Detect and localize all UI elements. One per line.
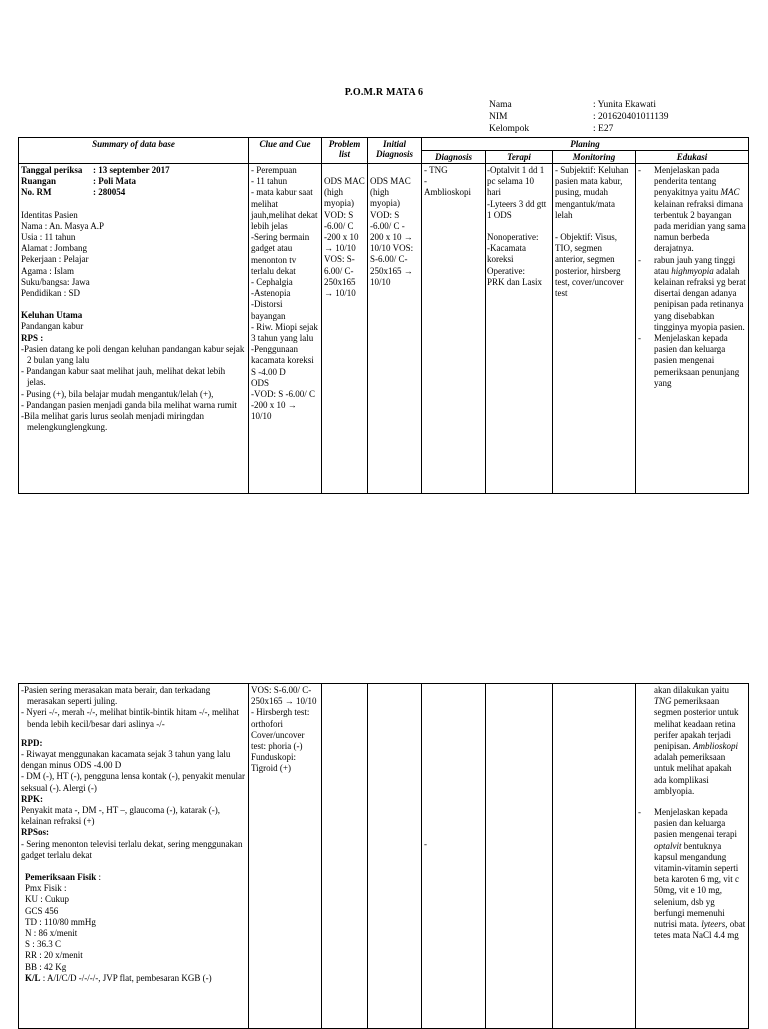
clue-item: Funduskopi: Tigroid (+) [251,752,297,774]
terapi-item [487,221,550,232]
rpk-title: RPK: [21,793,43,804]
kl-line: K/L : A/I/C/D -/-/-/-, JVP flat, pembesaran KGB (-) [25,972,212,983]
monitoring-item: - Objektif: Visus, TIO, segmen anterior, segmen posterior, hirsberg test, cover/uncover test [555,232,624,299]
monitoring-item [555,221,633,232]
identity-row: Nama : Yunita Ekawati [489,100,656,110]
rpk-text: Penyakit mata -, DM -, HT –, glaucoma (-), katarak (-), kelainan refraksi (+) [21,805,221,827]
header-planing: Planing [422,138,749,151]
clue-item: - Hirsbergh test: orthofori [251,707,310,729]
exam-date: Tanggal periksa : 13 september 2017 [21,165,170,175]
identitas-line: Usia : 11 tahun [21,232,76,243]
clue-item: VOS: S-6.00/ C- 250x165 → 10/10 [251,685,317,707]
rpd-item: - Riwayat menggunakan kacamata sejak 3 tahun yang lalu dengan minus ODS -4.00 D [21,749,231,771]
summary-item: - Nyeri -/-, merah -/-, melihat bintik-bintik hitam -/-, melihat benda lebih kecil/besar dari aslinya -/- [21,707,239,729]
initial-diagnosis-cell-continued [368,684,422,1029]
clue-item: - Riw. Miopi sejak 3 tahun yang lalu [251,321,318,344]
monitoring-cell-continued [553,684,636,1029]
terapi-item: -Lyteers 3 dd gtt 1 ODS [487,198,547,220]
terapi-cell-continued [486,684,553,1029]
rps-item: -Bila melihat garis lurus seolah menjadi miringdan melengkunglengkung. [21,411,204,433]
fisik-item: RR : 20 x/menit [25,950,83,961]
header-summary: Summary of data base [19,138,249,164]
keluhan-title: Keluhan Utama [21,310,83,321]
initial-diagnosis-text: ODS MAC (high myopia) VOD: S -6.00/ C - 200 x 10 → 10/10 VOS: S-6.00/ C-250x165 → 10/10 [370,176,414,287]
identity-row: Kelompok : E27 [489,124,614,134]
clue-item: - 11 tahun [251,176,288,187]
clue-item: - mata kabur saat melihat jauh,melihat dekat lebih jelas [251,187,318,232]
edukasi-item: - Menjelaskan kepada pasien dan keluarga pasien mengenai pemeriksaan penunjang yang [638,333,740,388]
rps-item: -Pasien datang ke poli dengan keluhan pandangan kabur sejak 2 bulan yang lalu [21,343,245,366]
fisik-item: KU : Cukup [25,894,70,905]
header-edukasi: Edukasi [636,151,749,164]
problem-cell [322,164,368,494]
fisik-item: GCS 456 [25,905,59,916]
diagnosis-cell [422,164,486,494]
diagnosis-item: - [424,176,427,187]
monitoring-cell [553,164,636,494]
problem-cell-continued [322,684,368,1029]
edukasi-item: - rabun jauh yang tinggi atau highmyopia adalah kelainan refraksi yg berat disertai dengan adanya penipisan pada retinanya yang disebabkan tingginya myopia pasien. [638,254,746,332]
clue-item: - Cephalgia [251,277,293,288]
rps-title: RPS : [21,332,44,343]
rpsos-title: RPSos: [21,827,50,838]
terapi-cell [486,164,553,494]
pomr-table-page1 [18,137,749,494]
header-terapi: Terapi [486,151,553,164]
header-diagnosis: Diagnosis [422,151,486,164]
identity-row: NIM : 201620401011139 [489,112,669,122]
rps-item: - Pandangan pasien menjadi ganda bila melihat warna rumit [21,399,237,410]
clue-item: - Perempuan [251,165,297,175]
diagnosis-item: Amblioskopi [424,187,472,198]
clue-item: -Distorsi bayangan [251,299,286,321]
diagnosis-item: - TNG [424,165,448,175]
identitas-line: Identitas Pasien [21,209,78,220]
rps-item: - Pusing (+), bila belajar mudah mengantuk/lelah (+), [21,388,214,399]
header-problem: Problem list [322,138,368,164]
edukasi-cell [636,164,749,494]
document-title: P.O.M.R MATA 6 [344,87,424,98]
monitoring-item: - Subjektif: Keluhan pasien mata kabur, pusing, mudah mengantuk/mata lelah [555,165,629,220]
fisik-item: S : 36.3 C [25,939,62,950]
fisik-item: Pmx Fisik : [25,883,67,894]
exam-room: Ruangan : Poli Mata [21,176,136,187]
problem-text: ODS MAC (high myopia) VOD: S -6.00/ C -200 x 10 → 10/10 VOS: S-6.00/ C-250x165 → 10/10 [324,176,365,299]
edukasi-cell-continued [636,684,749,1029]
edukasi-item: akan dilakukan yaitu TNG pemeriksaan segmen posterior untuk melihat keadaan retina perifer apakah terjadi penipisan. Amblioskopi adalah pemeriksaan untuk melihat apakah ada komplikasi amblyopia. [654,685,739,796]
fisik-item: TD : 110/80 mmHg [25,916,96,927]
header-monitoring: Monitoring [553,151,636,164]
diagnosis-cell-continued [422,684,486,1029]
terapi-item: -Kacamata koreksi [487,243,526,265]
rpd-title: RPD: [21,737,43,748]
identitas-line: Nama : An. Masya A.P [21,220,104,231]
edukasi-item: - Menjelaskan pada penderita tentang penyakitnya yaitu MAC kelainan refraksi dimana terbentuk 2 bayangan pada meridian yang sama namun berbeda derajatnya. [638,165,746,254]
identitas-line: Agama : Islam [21,265,74,276]
terapi-item: Nonoperative: [487,232,539,243]
keluhan-text: Pandangan kabur [21,321,84,332]
terapi-item: Operative: [487,265,525,276]
clue-cell [249,164,322,494]
clue-item: -Astenopia [251,288,291,299]
diagnosis-dash: - [424,839,427,849]
medical-record-no: No. RM : 280054 [21,187,126,198]
clue-item: -Sering bermain gadget atau menonton tv terlalu dekat [251,232,310,276]
student-identity [489,99,669,135]
identitas-line: Suku/bangsa: Jawa [21,276,90,287]
identitas-line: Pendidikan : SD [21,288,81,299]
rps-item: - Pandangan kabur saat melihat jauh, melihat dekat lebih jelas. [21,366,226,388]
clue-cell-continued [249,684,322,1029]
page-gap [0,500,768,680]
summary-cell-continued [19,684,249,1029]
terapi-item: -Optalvit 1 dd 1 pc selama 10 hari [487,165,545,198]
identitas-line: Alamat : Jombang [21,243,87,254]
terapi-item: PRK dan Lasix [487,276,542,287]
fisik-item: N : 86 x/menit [25,928,78,939]
header-clue: Clue and Cue [249,138,322,164]
pomr-table-page2 [18,683,749,1029]
initial-diagnosis-cell [368,164,422,494]
fisik-title: Pemeriksaan Fisik : [25,872,102,883]
rpsos-text: - Sering menonton televisi terlalu dekat, sering menggunakan gadget terlalu dekat [21,838,243,860]
clue-item: -Penggunaan kacamata koreksi S -4.00 D [251,344,314,377]
summary-item: -Pasien sering merasakan mata berair, dan terkadang merasakan seperti juling. [21,685,211,707]
clue-item: Cover/uncover test: phoria (-) [251,729,305,752]
rpd-item: - DM (-), HT (-), pengguna lensa kontak (-), penyakit menular seksual (-). Alergi (-) [21,771,246,793]
clue-item: -VOD: S -6.00/ C -200 x 10 → 10/10 [251,389,316,422]
edukasi-item: - Menjelaskan kepada pasien dan keluarga pasien mengenai terapi optalvit bentuknya kapsul mengandung vitamin-vitamin seperti beta karoten 6 mg, vit c 50mg, vit e 10 mg, selenium, dsb yg berfungi memenuhi nutrisi mata. lyteers, obat tetes mata NaCl 4.4 mg [638,807,746,941]
fisik-item: BB : 42 Kg [25,961,67,972]
summary-cell [19,164,249,494]
identitas-line: Pekerjaan : Pelajar [21,254,89,265]
clue-item: ODS [251,377,270,388]
header-initial: Initial Diagnosis [368,138,422,164]
